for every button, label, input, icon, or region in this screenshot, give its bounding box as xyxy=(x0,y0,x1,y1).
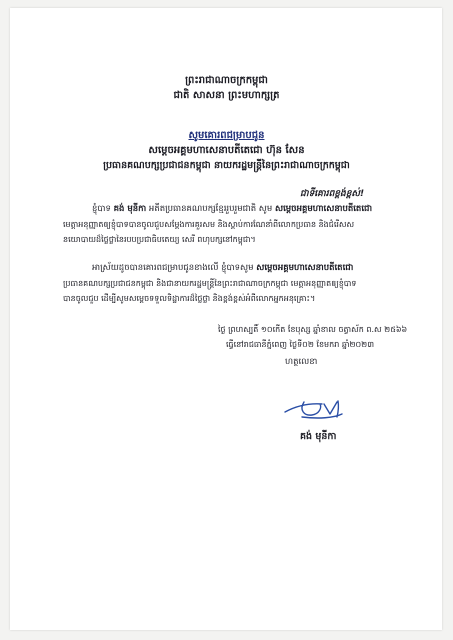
paragraph-1-line-1 xyxy=(92,204,372,215)
p1-text-a: ខ្ញុំបាទ xyxy=(92,204,114,214)
lunar-date: ថ្ងៃ ព្រហស្បតិ៍ ១០កើត ខែបុស្ស ឆ្នាំខាល ចត្វាស័ក ព.ស ២៥៦៦ xyxy=(218,325,408,334)
paragraph-2-line-2: ប្រធានគណបក្សប្រជាជនកម្ពុជា និងជានាយករដ្ឋមន្ត្រីនៃព្រះរាជាណាចក្រកម្ពុជា មេត្តាអនុញ្ញាតឲ្យខ្ញុំបាទ xyxy=(63,279,357,288)
paragraph-1-line-3: នយោបាយដ៏ថ្លៃថ្លានៃរបបប្រជាធិបតេយ្យ សេរី ពហុបក្សនៅកម្ពុជា។ xyxy=(63,235,256,244)
letter-page xyxy=(10,8,442,630)
recipient-name-inline: សម្តេចអគ្គមហាសេនាបតីតេជោ xyxy=(275,204,373,214)
recipient-name-inline-2: សម្តេចអគ្គមហាសេនាបតីតេជោ xyxy=(256,263,354,273)
place-date: ធ្វើនៅរាជធានីភ្នំពេញ ថ្ងៃទី០២ ខែមករា ឆ្នាំ២០២៣ xyxy=(226,340,375,349)
handwritten-signature xyxy=(282,396,358,420)
recipient-title: ប្រធានគណបក្សប្រជាជនកម្ពុជា នាយករដ្ឋមន្ត្រីនៃព្រះរាជាណាចក្រកម្ពុជា xyxy=(103,160,350,171)
sender-name-inline: គង់ មុនីកា xyxy=(113,204,147,214)
respect-heading: សូមគោរពជម្រាបជូន xyxy=(188,130,265,141)
recipient-name: សម្តេចអគ្គមហាសេនាបតីតេជោ ហ៊ុន សែន xyxy=(148,145,305,156)
signer-name: គង់ មុនីកា xyxy=(300,431,337,442)
p2-text-a: អាស្រ័យដូចបានគោរពជម្រាបជូនខាងលើ ខ្ញុំបាទសូម xyxy=(92,263,257,273)
national-motto: ជាតិ សាសនា ព្រះមហាក្សត្រ xyxy=(173,90,280,101)
kingdom-header: ព្រះរាជាណាចក្រកម្ពុជា xyxy=(185,75,268,86)
paragraph-2-line-1 xyxy=(92,263,353,274)
paragraph-2-line-3: បានចូលជួប ដើម្បីសូមសម្តេចទទួលទិដ្ឋាការដ៏ថ្លៃថ្លា និងខ្ពង់ខ្ពស់អំពីលោកអ្នកអនុគ្រោះ។ xyxy=(63,294,316,303)
paragraph-1-line-2: មេត្តាអនុញ្ញាតឲ្យខ្ញុំបាទបានចូលជួបសម្តែងការគួរសម និងស្តាប់ការណែនាំពីលោកប្រធាន និងជំរើសស xyxy=(63,220,355,229)
salutation: ជាទីគោរពខ្ពង់ខ្ពស់! xyxy=(300,189,365,199)
signature-label: ហត្ថលេខា xyxy=(285,357,318,367)
p1-text-b: អតីតប្រធានគណបក្សខ្មែររួបរួមជាតិ សូម xyxy=(146,204,275,214)
